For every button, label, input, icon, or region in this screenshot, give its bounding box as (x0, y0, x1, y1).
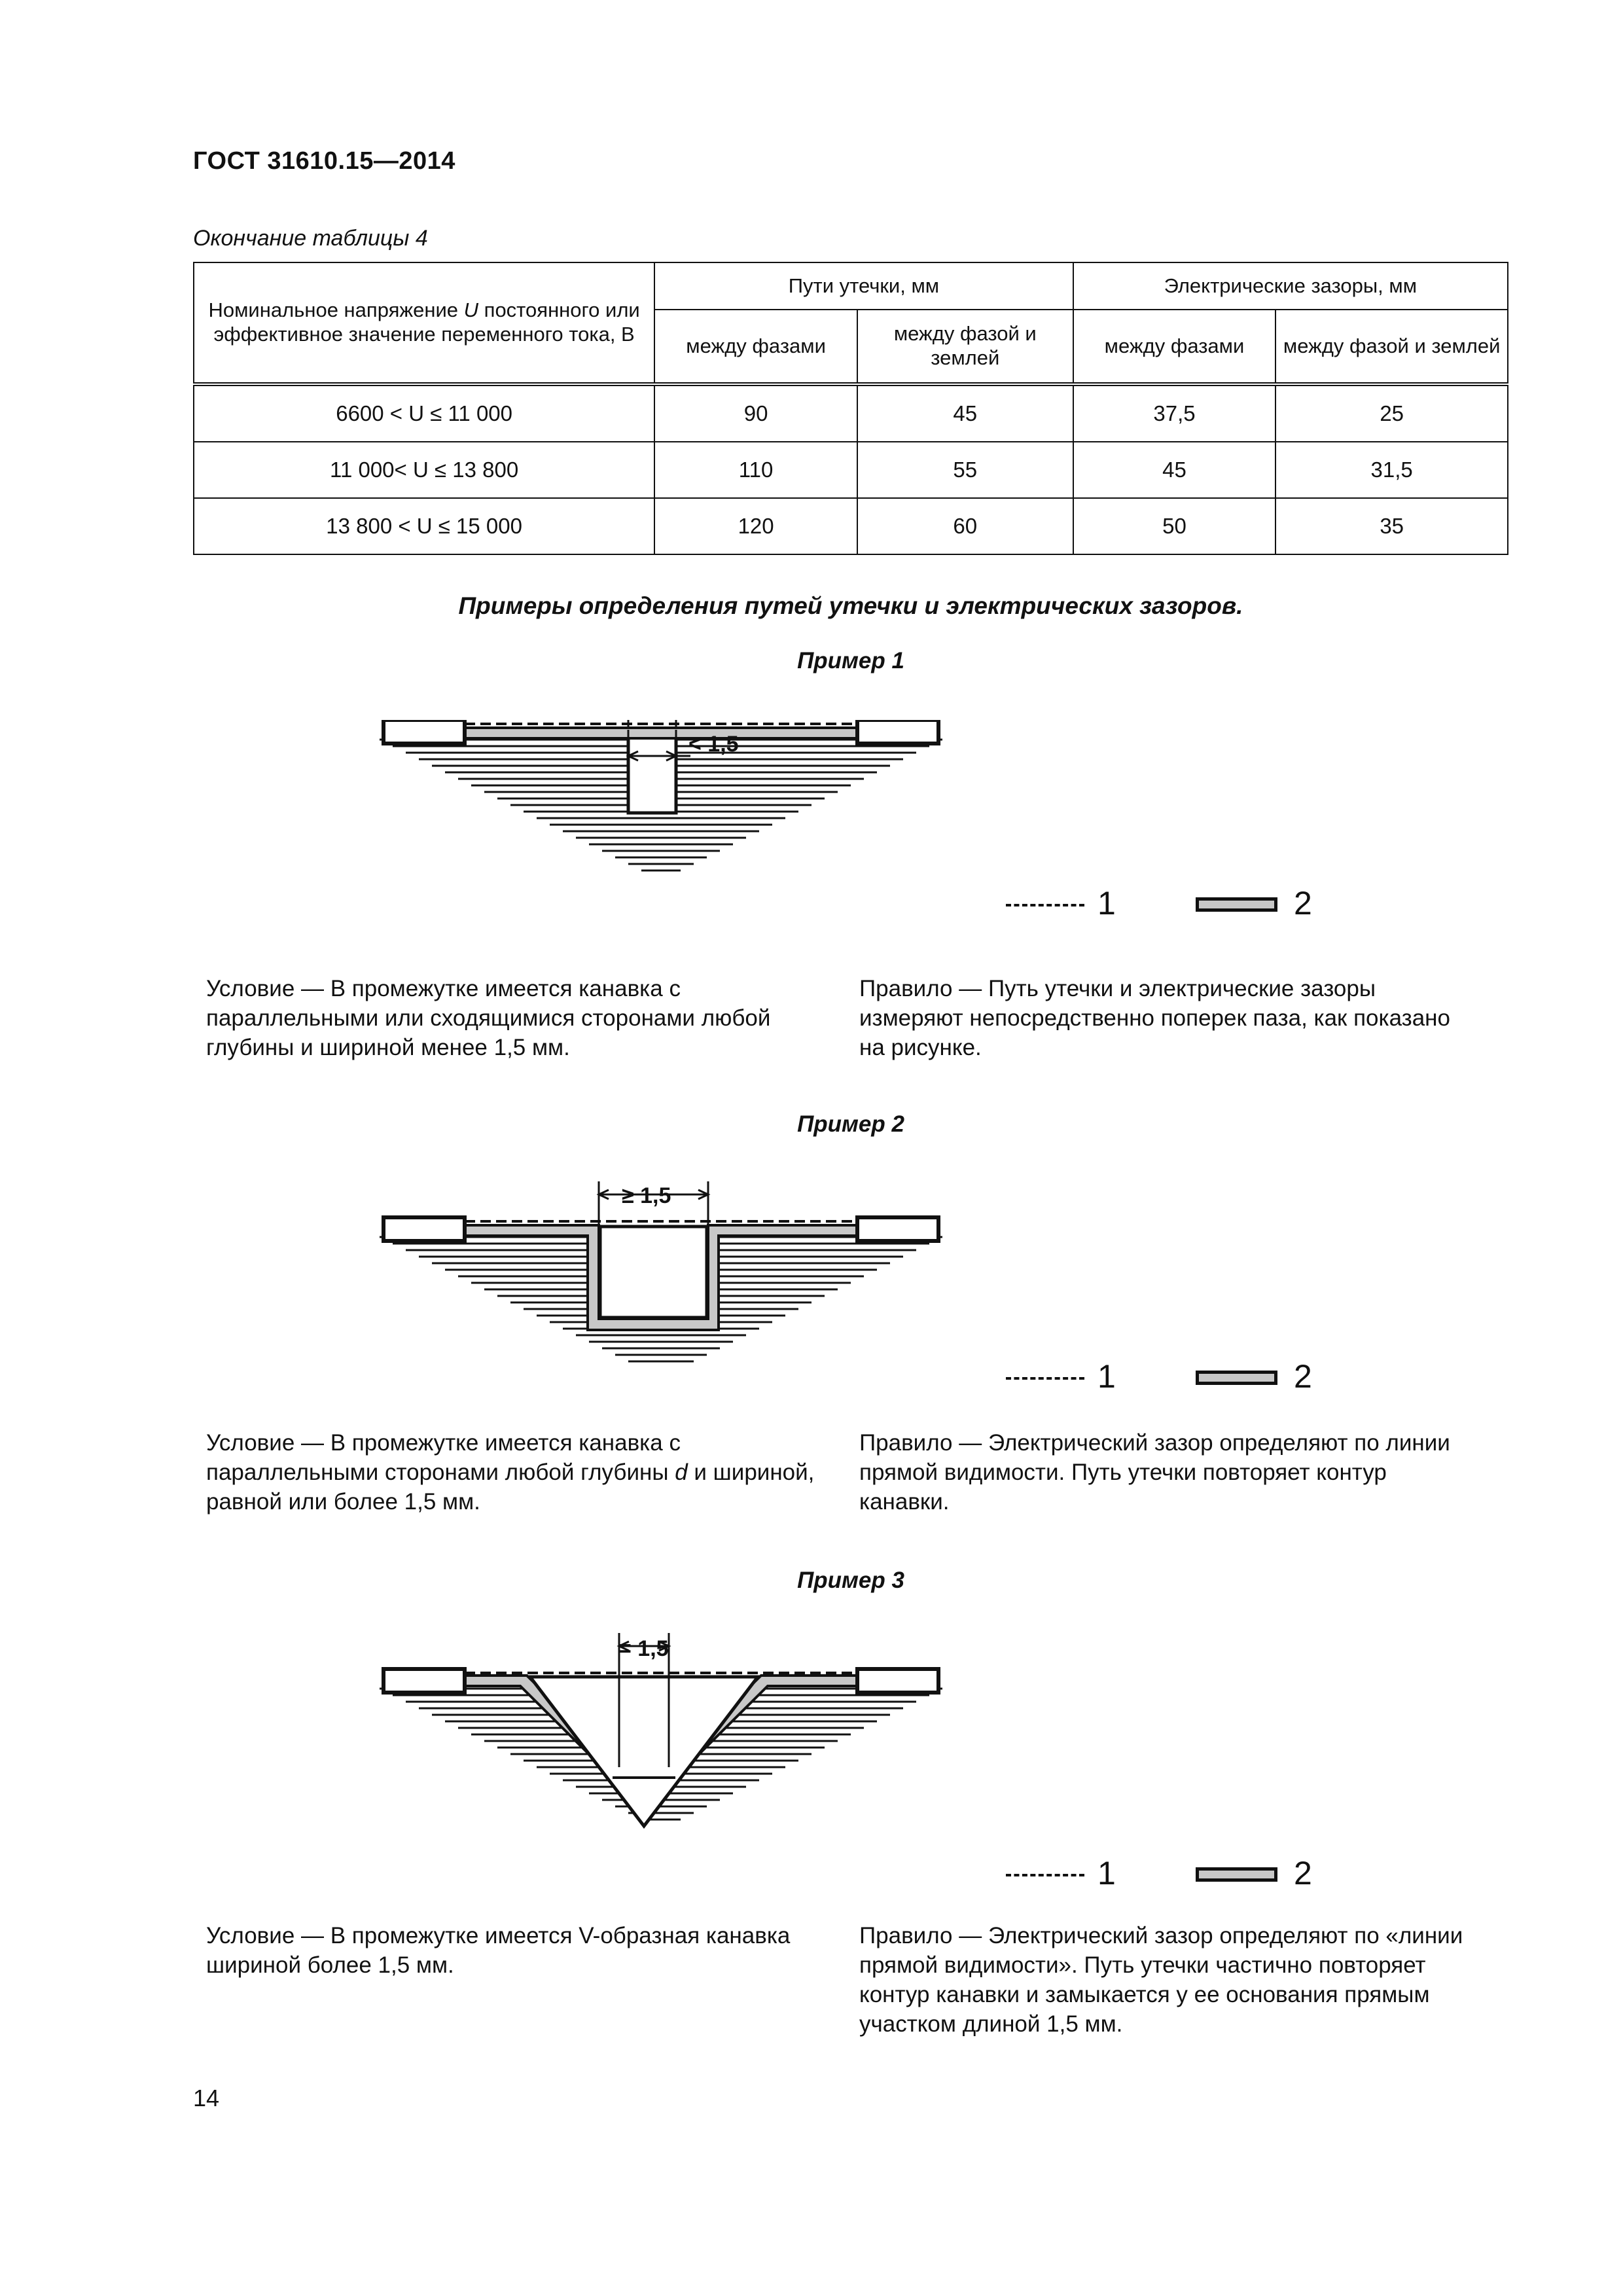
legend-label-1: 1 (1097, 1358, 1116, 1395)
table-cell: 120 (654, 498, 857, 554)
table-cell: 45 (857, 384, 1073, 442)
legend-creepage-bar (1196, 897, 1277, 912)
legend-clearance-line (1006, 1377, 1084, 1380)
right-conductor (857, 1217, 938, 1241)
example-2-title: Пример 2 (797, 1111, 904, 1137)
left-conductor (383, 1669, 465, 1693)
table-cell: 90 (654, 384, 857, 442)
voltage-cell: 6600 < U ≤ 11 000 (194, 384, 654, 442)
table-4 (193, 262, 1508, 555)
creepage-phase-ground-header: между фазой и землей (857, 310, 1073, 384)
legend-creepage-bar (1196, 1867, 1277, 1882)
creepage-phase-phase-header: между фазами (654, 310, 857, 384)
example-3-rule: Правило — Электрический зазор определяют по «линии прямой видимости». Путь утечки частично повторяет контур канавки и замыкается у ее основания прямым участком длиной 1,5 мм. (859, 1923, 1463, 2037)
clearance-header: Электрические зазоры, мм (1073, 262, 1508, 310)
example-2-legend (1006, 1352, 1399, 1405)
table-caption: Окончание таблицы 4 (193, 226, 428, 251)
example-3-title: Пример 3 (797, 1568, 904, 1593)
example-2-figure (373, 1178, 949, 1414)
example-1-dimension-label: < 1,5 (688, 732, 739, 757)
left-conductor (383, 1217, 465, 1241)
legend-label-2: 2 (1294, 885, 1312, 922)
example-3-condition: Условие — В промежутке имеется V-образная канавка шириной более 1,5 мм. (206, 1923, 791, 1978)
table-cell: 25 (1275, 384, 1508, 442)
example-3-figure (373, 1630, 949, 1892)
example-1-title: Пример 1 (797, 648, 904, 673)
example-3-legend (1006, 1849, 1399, 1901)
right-conductor (857, 1669, 938, 1693)
left-conductor (383, 720, 465, 744)
table-row (194, 384, 1508, 442)
clearance-phase-phase-header: между фазами (1073, 310, 1276, 384)
legend-label-1: 1 (1097, 1855, 1116, 1892)
clearance-phase-ground-header: между фазой и землей (1275, 310, 1508, 384)
table-cell: 50 (1073, 498, 1276, 554)
table-cell: 35 (1275, 498, 1508, 554)
legend-label-2: 2 (1294, 1358, 1312, 1395)
table-cell: 110 (654, 442, 857, 498)
table-row (194, 442, 1508, 498)
legend-creepage-bar (1196, 1371, 1277, 1385)
legend-clearance-line (1006, 1874, 1084, 1876)
voltage-cell: 13 800 < U ≤ 15 000 (194, 498, 654, 554)
page-number: 14 (193, 2085, 220, 2111)
table-cell: 45 (1073, 442, 1276, 498)
voltage-header: Номинальное напряжение U постоянного или эффективное значение переменного тока, В (194, 262, 654, 384)
section-title: Примеры определения путей утечки и электрических зазоров. (458, 592, 1243, 619)
example-3-dimension-label: = 1,5 (618, 1636, 669, 1661)
legend-label-1: 1 (1097, 885, 1116, 922)
right-conductor (857, 720, 938, 744)
groove (530, 1677, 758, 1826)
document-code: ГОСТ 31610.15—2014 (193, 147, 455, 175)
example-1-rule: Правило — Путь утечки и электрические зазоры измеряют непосредственно поперек паза, как показано на рисунке. (859, 976, 1450, 1060)
table-cell: 37,5 (1073, 384, 1276, 442)
table-cell: 55 (857, 442, 1073, 498)
example-2-dimension-label: ≥ 1,5 (622, 1183, 671, 1208)
example-2-condition: Условие — В промежутке имеется канавка с параллельными сторонами любой глубины d и шириной, равной или более 1,5 мм. (206, 1430, 815, 1515)
table-cell: 60 (857, 498, 1073, 554)
groove (600, 1227, 707, 1318)
table-row (194, 498, 1508, 554)
voltage-cell: 11 000< U ≤ 13 800 (194, 442, 654, 498)
example-1-legend (1006, 879, 1399, 931)
example-1-condition: Условие — В промежутке имеется канавка с параллельными или сходящимися сторонами любой глубины и шириной менее 1,5 мм. (206, 976, 771, 1060)
legend-clearance-line (1006, 904, 1084, 906)
creepage-header: Пути утечки, мм (654, 262, 1073, 310)
legend-label-2: 2 (1294, 1855, 1312, 1892)
example-2-rule: Правило — Электрический зазор определяют по линии прямой видимости. Путь утечки повторяет контур канавки. (859, 1430, 1450, 1515)
table-cell: 31,5 (1275, 442, 1508, 498)
